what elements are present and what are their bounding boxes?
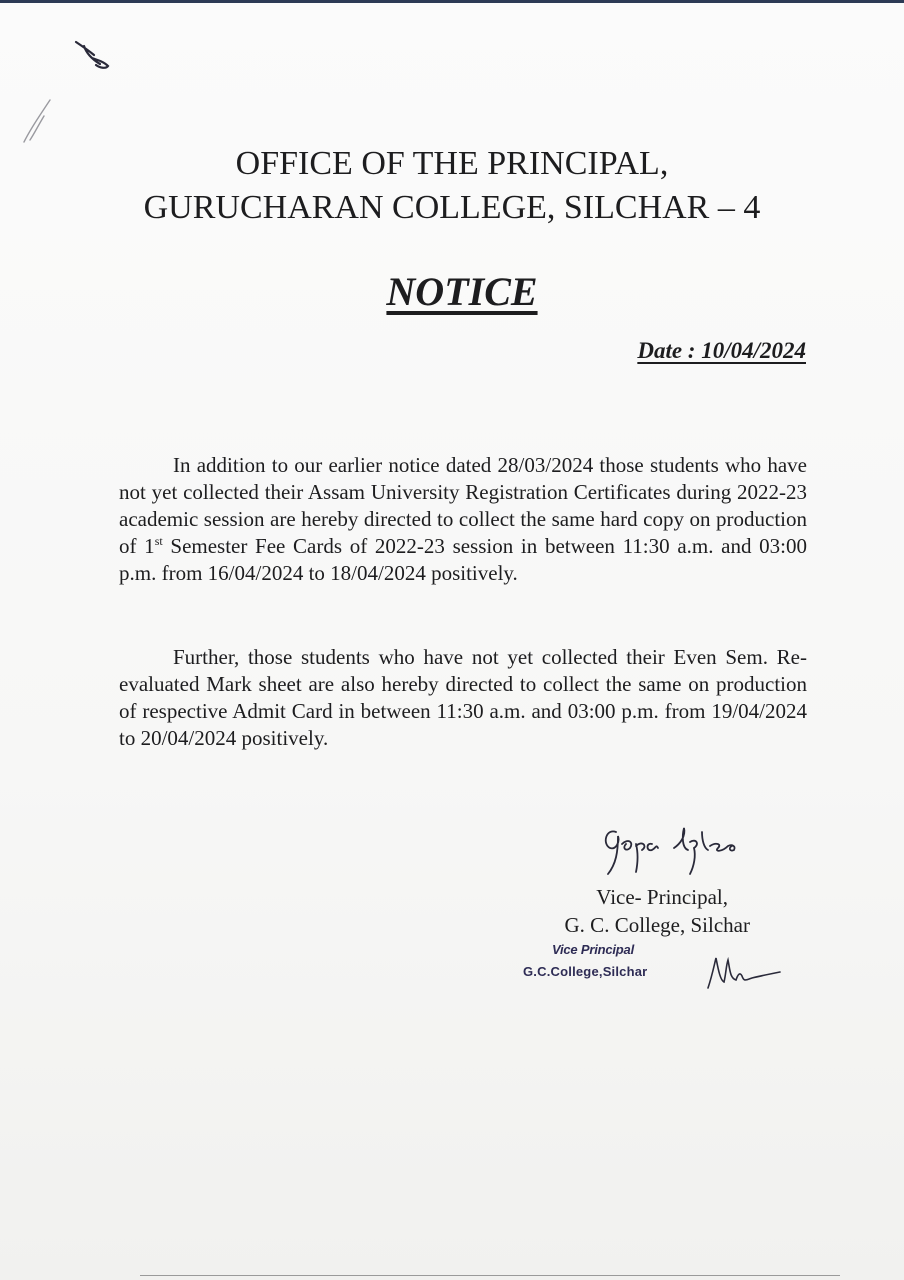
- letterhead-office-line: OFFICE OF THE PRINCIPAL,: [235, 145, 669, 182]
- notice-title: NOTICE: [386, 269, 538, 314]
- stamp-title: Vice Principal: [552, 942, 634, 957]
- paragraph-1-text-a: In addition to our earlier notice dated 28/03/2024 those students who have not yet collected their Assam University Registration Certificates during 2022-23 academic session are hereby directed to collect the same hard copy on production of 1: [119, 453, 807, 558]
- pen-stroke-mark: [16, 96, 56, 148]
- stamp-initials-signature: [702, 952, 784, 992]
- paragraph-1-text-b: Semester Fee Cards of 2022-23 session in between 11:30 a.m. and 03:00 p.m. from 16/04/2024 to 18/04/2024 positively.: [119, 534, 807, 585]
- signatory-designation: Vice- Principal,: [596, 885, 728, 909]
- signatory-college: G. C. College, Silchar: [564, 913, 750, 937]
- page-bottom-edge: [140, 1275, 840, 1276]
- vice-principal-signature: [598, 818, 748, 880]
- official-stamp: [523, 942, 647, 980]
- notice-date: Date : 10/04/2024: [637, 338, 806, 363]
- signatory-block: [520, 883, 756, 939]
- letterhead: [0, 142, 904, 230]
- stamp-college: G.C.College,Silchar: [523, 964, 648, 979]
- ordinal-superscript: st: [154, 534, 163, 548]
- notice-paragraph-1: [119, 452, 807, 587]
- letterhead-college-line: GURUCHARAN COLLEGE, SILCHAR – 4: [143, 189, 761, 226]
- page-top-edge: [0, 0, 904, 3]
- notice-paragraph-2: Further, those students who have not yet collected their Even Sem. Re-evaluated Mark sheet are also hereby directed to collect the same on production of respective Admit Card in between 11:30 a.m. and 03:00 p.m. from 19/04/2024 to 20/04/2024 positively.: [119, 645, 807, 750]
- handwritten-tick-mark: [70, 38, 114, 72]
